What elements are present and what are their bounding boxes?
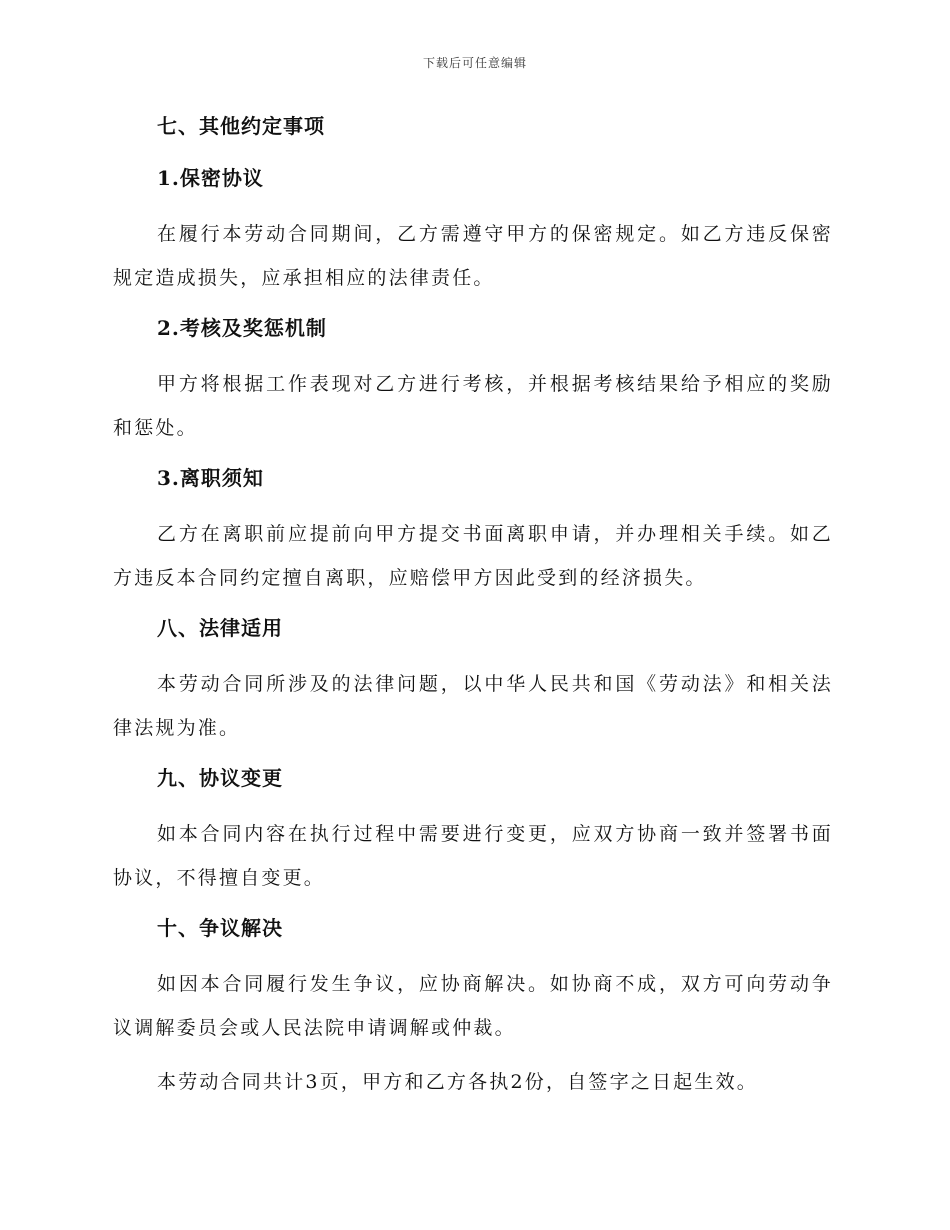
closing-text: 本劳动合同共计3页，甲方和乙方各执2份，自签字之日起生效。	[157, 1071, 758, 1093]
section-7-3-text: 乙方在离职前应提前向甲方提交书面离职申请，并办理相关手续。如乙方违反本合同约定擅自离职，应赔偿甲方因此受到的经济损失。	[113, 523, 833, 589]
section-10-text: 如因本合同履行发生争议，应协商解决。如协商不成，双方可向劳动争议调解委员会或人民法院申请调解或仲裁。	[113, 973, 833, 1039]
section-7-2-title: 2.考核及奖惩机制	[157, 316, 327, 340]
section-9-text: 如本合同内容在执行过程中需要进行变更，应双方协商一致并签署书面协议，不得擅自变更。	[113, 823, 833, 889]
section-9-title: 九、协议变更	[157, 766, 283, 790]
section-7-1-title: 1.保密协议	[157, 166, 264, 190]
section-8-text: 本劳动合同所涉及的法律问题，以中华人民共和国《劳动法》和相关法律法规为准。	[113, 673, 833, 739]
section-7-1-text: 在履行本劳动合同期间，乙方需遵守甲方的保密规定。如乙方违反保密规定造成损失，应承担相应的法律责任。	[113, 223, 833, 289]
section-7-3-title: 3.离职须知	[157, 466, 264, 490]
section-7-2-text: 甲方将根据工作表现对乙方进行考核，并根据考核结果给予相应的奖励和惩处。	[113, 373, 833, 439]
section-7-title: 七、其他约定事项	[157, 114, 325, 138]
document-body	[113, 108, 833, 1114]
section-10-title: 十、争议解决	[157, 916, 283, 940]
header-note: 下载后可任意编辑	[422, 56, 527, 70]
section-8-title: 八、法律适用	[157, 616, 283, 640]
